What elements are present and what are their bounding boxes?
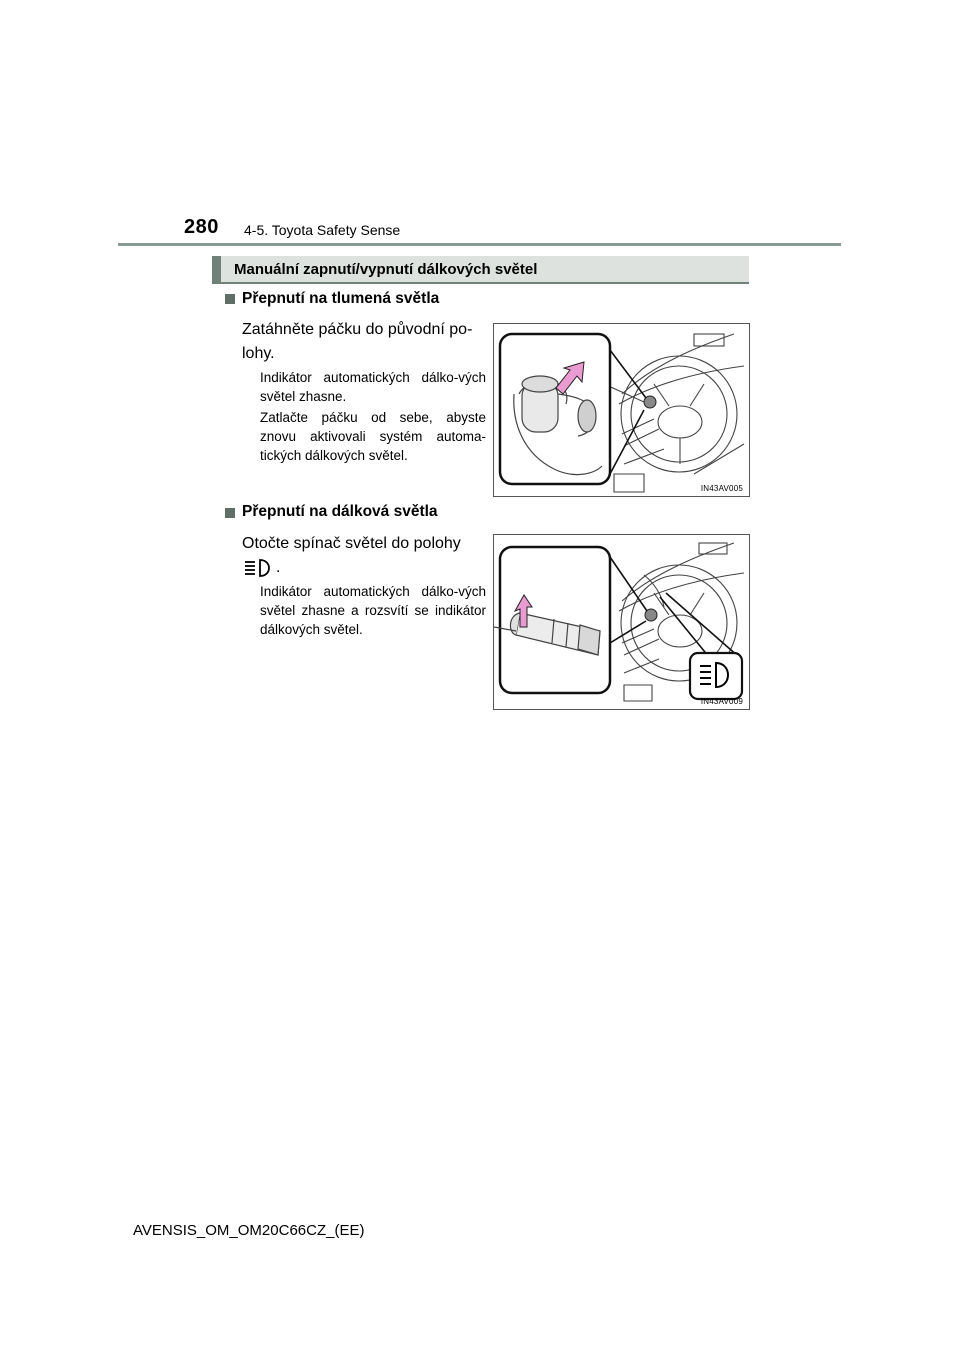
instruction-high-beam <box>242 532 482 580</box>
instruction-line <box>242 556 482 580</box>
instruction-line: Otočte spínač světel do polohy <box>242 535 461 552</box>
page-number: 280 <box>184 216 219 238</box>
note-low-beam-1: Indikátor automatických dálko-vých světel zhasne. <box>260 370 486 404</box>
instruction-suffix: . <box>276 559 281 576</box>
figure-code: IN43AV009 <box>700 697 743 706</box>
section-heading-text: Manuální zapnutí/vypnutí dálkových světel <box>234 261 538 278</box>
bullet-square-icon <box>225 508 235 518</box>
chapter-title: 4-5. Toyota Safety Sense <box>244 222 401 238</box>
figure-low-beam-lever <box>493 323 750 497</box>
figure-code: IN43AV005 <box>700 484 743 493</box>
high-beam-icon <box>243 558 275 578</box>
instruction-low-beam <box>242 318 482 366</box>
header-divider <box>118 243 841 246</box>
illustration-pull-lever <box>494 324 749 496</box>
subheading-high-beam: Přepnutí na dálková světla <box>242 503 438 520</box>
document-code: AVENSIS_OM_OM20C66CZ_(EE) <box>133 1222 365 1239</box>
figure-high-beam-switch <box>493 534 750 710</box>
illustration-rotate-switch <box>494 535 749 709</box>
instruction-line: Zatáhněte páčku do původní po- <box>242 321 473 338</box>
bullet-square-icon <box>225 294 235 304</box>
note-high-beam-1: Indikátor automatických dálko-vých světel zhasne a rozsvítí se indikátor dálkových světel. <box>260 584 486 637</box>
subheading-low-beam: Přepnutí na tlumená světla <box>242 290 440 307</box>
note-low-beam-2: Zatlačte páčku od sebe, abyste znovu aktivovali systém automa-tických dálkových světel. <box>260 410 486 463</box>
instruction-line: lohy. <box>242 345 275 362</box>
section-heading <box>212 256 749 284</box>
